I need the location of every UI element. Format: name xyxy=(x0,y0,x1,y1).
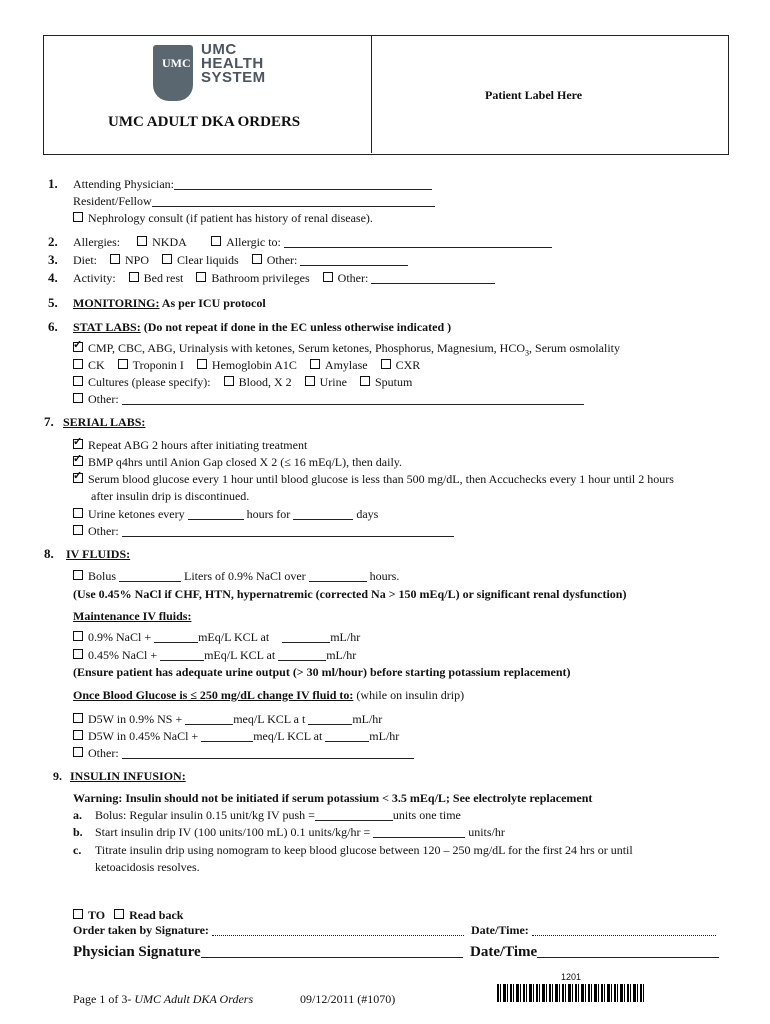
urine-ketones-checkbox[interactable] xyxy=(73,508,83,518)
diet-other-label: Other: xyxy=(266,253,298,267)
d5w-09-label-b: meq/L KCL a t xyxy=(233,712,306,726)
allergic-checkbox[interactable] xyxy=(211,236,221,246)
bathroom-checkbox[interactable] xyxy=(196,272,206,282)
bolus-label-b: Liters of 0.9% NaCl over xyxy=(184,569,306,583)
cmp-panel-label: CMP, CBC, ABG, Urinalysis with ketones, Serum ketones, Phosphorus, Magnesium, HCO xyxy=(88,341,526,355)
datetime2-label: Date/Time xyxy=(470,944,538,960)
maint-09-row xyxy=(73,630,360,645)
readback-checkbox[interactable] xyxy=(114,909,124,919)
footer-form-name: UMC Adult DKA Orders xyxy=(134,992,254,1006)
section-7-num: 7. xyxy=(44,414,54,429)
serial-labs-other-field[interactable] xyxy=(122,526,454,537)
bmp-label: BMP q4hrs until Anion Gap closed X 2 (≤ 16 mEq/L), then daily. xyxy=(88,455,403,469)
readback-label: Read back xyxy=(129,908,184,922)
bolus-label-a: Bolus xyxy=(88,569,117,583)
monitoring-row xyxy=(73,296,266,311)
urine-ketones-label-c: days xyxy=(356,507,379,521)
bathroom-label: Bathroom privileges xyxy=(211,271,310,285)
urine-ketones-days-field[interactable] xyxy=(293,509,353,520)
amylase-label: Amylase xyxy=(324,358,368,372)
logo-line-3: SYSTEM xyxy=(201,69,266,86)
maint-045-label-c: mL/hr xyxy=(326,648,357,662)
section-2-num: 2. xyxy=(48,234,58,249)
diet-other-checkbox[interactable] xyxy=(252,254,262,264)
allergic-label: Allergic to: xyxy=(226,235,281,249)
blood-culture-label: Blood, X 2 xyxy=(238,375,292,389)
maintenance-title: Maintenance IV fluids: xyxy=(73,609,192,623)
section-1-num: 1. xyxy=(48,176,58,191)
resident-row xyxy=(73,194,435,209)
stat-labs-title: STAT LABS: xyxy=(73,320,141,334)
d5w-045-checkbox[interactable] xyxy=(73,730,83,740)
bolus-label-c: hours. xyxy=(369,569,400,583)
hco3-subscript: 3 xyxy=(525,348,530,358)
maint-09-kcl-field[interactable] xyxy=(154,632,198,643)
iv-other-label: Other: xyxy=(88,746,119,760)
urine-ketones-hours-field[interactable] xyxy=(188,509,244,520)
hemoglobin-a1c-checkbox[interactable] xyxy=(197,359,207,369)
serial-labs-other-checkbox[interactable] xyxy=(73,525,83,535)
diet-label: Diet: xyxy=(73,253,97,267)
nephrology-label: Nephrology consult (if patient has history of renal disease). xyxy=(88,211,373,225)
physician-sig-label: Physician Signature xyxy=(73,944,201,960)
d5w-09-label-a: D5W in 0.9% NS + xyxy=(88,712,183,726)
section-6-num: 6. xyxy=(48,319,58,334)
diet-other-field[interactable] xyxy=(300,255,408,266)
bmp-checkbox[interactable] xyxy=(73,456,83,466)
d5w-045-row xyxy=(73,729,399,744)
bolus-liters-field[interactable] xyxy=(119,571,181,582)
footer-page-number: Page 1 of 3- xyxy=(73,992,135,1006)
urine-ketones-row xyxy=(73,507,378,522)
bolus-checkbox[interactable] xyxy=(73,570,83,580)
monitoring-text: As per ICU protocol xyxy=(159,296,266,310)
insulin-bolus-text: Bolus: Regular insulin 0.15 unit/kg IV push = xyxy=(95,808,315,822)
physician-sig-row xyxy=(73,944,463,961)
logo-line-2: HEALTH xyxy=(201,55,264,72)
troponin-checkbox[interactable] xyxy=(118,359,128,369)
iv-other-checkbox[interactable] xyxy=(73,747,83,757)
attending-label: Attending Physician: xyxy=(73,177,174,191)
resident-field[interactable] xyxy=(152,196,435,207)
page-title: UMC ADULT DKA ORDERS xyxy=(108,114,301,130)
clear-liquids-checkbox[interactable] xyxy=(162,254,172,264)
insulin-a-label: a. xyxy=(73,808,82,822)
serial-labs-other-row xyxy=(73,524,454,539)
bedrest-label: Bed rest xyxy=(143,271,184,285)
d5w-045-label-c: mL/hr xyxy=(369,729,400,743)
glucose-row xyxy=(73,472,674,487)
section-5-num: 5. xyxy=(48,295,58,310)
serum-osm-label: , Serum osmolality xyxy=(529,341,621,355)
nkda-checkbox[interactable] xyxy=(137,236,147,246)
bolus-hours-field[interactable] xyxy=(309,571,367,582)
blood-culture-checkbox[interactable] xyxy=(224,376,234,386)
urine-culture-checkbox[interactable] xyxy=(305,376,315,386)
npo-label: NPO xyxy=(125,253,150,267)
stat-labs-other-checkbox[interactable] xyxy=(73,393,83,403)
bolus-row xyxy=(73,569,399,584)
stat-labs-row-1 xyxy=(73,341,620,357)
cultures-label: Cultures (please specify): xyxy=(88,375,211,389)
allergic-field[interactable] xyxy=(284,237,552,248)
logo-mark xyxy=(153,45,193,101)
d5w-09-rate-field[interactable] xyxy=(308,714,352,725)
activity-other-field[interactable] xyxy=(371,273,495,284)
logo xyxy=(201,43,266,85)
footer-date-code: 09/12/2011 (#1070) xyxy=(300,992,396,1006)
insulin-drip-text: Start insulin drip IV (100 units/100 mL) 0.1 units/kg/hr = xyxy=(95,825,371,839)
maint-09-rate-field[interactable] xyxy=(282,632,330,643)
insulin-titrate-text: Titrate insulin drip using nomogram to keep blood glucose between 120 – 250 mg/dL for the first 24 hrs or until xyxy=(95,843,633,857)
allergies-label: Allergies: xyxy=(73,235,121,249)
insulin-titrate-text-cont: ketoacidosis resolves. xyxy=(95,860,200,874)
insulin-drip-field[interactable] xyxy=(373,827,465,838)
d5w-09-label-c: mL/hr xyxy=(352,712,383,726)
activity-other-checkbox[interactable] xyxy=(323,272,333,282)
urine-culture-label: Urine xyxy=(319,375,347,389)
sputum-culture-label: Sputum xyxy=(374,375,413,389)
order-taken-row xyxy=(73,923,464,938)
d5w-09-kcl-field[interactable] xyxy=(185,714,233,725)
barcode xyxy=(497,984,645,1002)
nephrology-row xyxy=(73,211,373,226)
maint-045-checkbox[interactable] xyxy=(73,649,83,659)
section-4-num: 4. xyxy=(48,270,58,285)
insulin-title: INSULIN INFUSION: xyxy=(70,769,186,783)
serial-labs-other-label: Other: xyxy=(88,524,119,538)
maint-045-kcl-field[interactable] xyxy=(160,650,204,661)
maint-045-label-a: 0.45% NaCl + xyxy=(88,648,158,662)
cxr-label: CXR xyxy=(395,358,421,372)
stat-labs-row-2 xyxy=(73,358,420,373)
maint-09-checkbox[interactable] xyxy=(73,631,83,641)
maint-045-label-b: mEq/L KCL at xyxy=(204,648,276,662)
abg-checkbox[interactable] xyxy=(73,439,83,449)
sputum-culture-checkbox[interactable] xyxy=(360,376,370,386)
abg-row xyxy=(73,438,307,453)
logo-line-1: UMC xyxy=(201,41,237,58)
insulin-drip-end: units/hr xyxy=(468,825,505,839)
urine-ketones-label-a: Urine ketones every xyxy=(88,507,185,521)
bmp-row xyxy=(73,455,402,470)
stat-labs-row-3 xyxy=(73,375,412,390)
to-checkbox[interactable] xyxy=(73,909,83,919)
section-8-num: 8. xyxy=(44,546,54,561)
d5w-045-label-a: D5W in 0.45% NaCl + xyxy=(88,729,199,743)
glucose-label-cont: after insulin drip is discontinued. xyxy=(91,489,250,503)
header-divider xyxy=(371,35,372,153)
patient-label: Patient Label Here xyxy=(485,88,583,102)
ensure-note: (Ensure patient has adequate urine output (> 30 ml/hour) before starting potassium replacement) xyxy=(73,665,571,679)
insulin-bolus-end: units one time xyxy=(392,808,461,822)
datetime2-field[interactable] xyxy=(537,945,719,958)
header-box xyxy=(43,35,729,155)
datetime1-row xyxy=(471,923,716,938)
maint-045-row xyxy=(73,648,356,663)
serial-labs-title: SERIAL LABS: xyxy=(63,415,146,429)
once-glucose-note: (while on insulin drip) xyxy=(353,688,465,702)
d5w-045-label-b: meq/L KCL at xyxy=(253,729,323,743)
datetime1-label: Date/Time: xyxy=(471,923,529,937)
datetime2-row xyxy=(470,944,719,961)
order-taken-field[interactable] xyxy=(212,925,464,936)
maint-09-label-b: mEq/L KCL at xyxy=(198,630,270,644)
to-readback-row xyxy=(73,908,183,923)
abg-label: Repeat ABG 2 hours after initiating treatment xyxy=(88,438,308,452)
glucose-label: Serum blood glucose every 1 hour until blood glucose is less than 500 mg/dL, then Accuchecks every 1 hour until 2 hours xyxy=(88,472,674,486)
logo-mark-text: UMC xyxy=(162,56,191,70)
clear-liquids-label: Clear liquids xyxy=(177,253,239,267)
once-glucose-title: Once Blood Glucose is ≤ 250 mg/dL change IV fluid to: xyxy=(73,688,354,702)
insulin-c-label: c. xyxy=(73,843,82,857)
nephrology-checkbox[interactable] xyxy=(73,212,83,222)
cmp-panel-checkbox[interactable] xyxy=(73,342,83,352)
attending-row xyxy=(73,177,432,192)
to-label: TO xyxy=(88,908,106,922)
activity-other-label: Other: xyxy=(337,271,369,285)
once-glucose-row xyxy=(73,688,464,703)
npo-checkbox[interactable] xyxy=(110,254,120,264)
use-045-note: (Use 0.45% NaCl if CHF, HTN, hypernatremic (corrected Na > 150 mEq/L) or significant renal dysfunction) xyxy=(73,587,627,601)
activity-row xyxy=(73,271,495,286)
bedrest-checkbox[interactable] xyxy=(129,272,139,282)
amylase-checkbox[interactable] xyxy=(310,359,320,369)
maint-09-label-a: 0.9% NaCl + xyxy=(88,630,152,644)
glucose-checkbox[interactable] xyxy=(73,473,83,483)
insulin-b-label: b. xyxy=(73,825,83,839)
section-9-num: 9. xyxy=(53,769,62,783)
d5w-045-kcl-field[interactable] xyxy=(201,731,253,742)
iv-fluids-title: IV FLUIDS: xyxy=(66,547,131,561)
cultures-checkbox[interactable] xyxy=(73,376,83,386)
footer-page xyxy=(73,992,253,1007)
iv-other-field[interactable] xyxy=(122,748,414,759)
stat-labs-other-label: Other: xyxy=(88,392,119,406)
ck-checkbox[interactable] xyxy=(73,359,83,369)
iv-other-row xyxy=(73,746,414,761)
stat-labs-other-field[interactable] xyxy=(122,394,584,405)
attending-field[interactable] xyxy=(174,179,432,190)
monitoring-title: MONITORING: xyxy=(73,296,160,310)
stat-labs-note: (Do not repeat if done in the EC unless otherwise indicated ) xyxy=(140,320,452,334)
maint-09-label-c: mL/hr xyxy=(330,630,361,644)
nkda-label: NKDA xyxy=(152,235,187,249)
diet-row xyxy=(73,253,408,268)
allergies-row xyxy=(73,235,552,250)
cxr-checkbox[interactable] xyxy=(381,359,391,369)
stat-labs-other-row xyxy=(73,392,584,407)
d5w-09-checkbox[interactable] xyxy=(73,713,83,723)
troponin-label: Troponin I xyxy=(132,358,184,372)
section-3-num: 3. xyxy=(48,252,58,267)
d5w-045-rate-field[interactable] xyxy=(325,731,369,742)
insulin-b-row xyxy=(95,825,505,840)
activity-label: Activity: xyxy=(73,271,116,285)
barcode-number: 1201 xyxy=(561,972,582,982)
physician-sig-field[interactable] xyxy=(201,945,463,958)
insulin-bolus-field[interactable] xyxy=(315,810,393,821)
d5w-09-row xyxy=(73,712,382,727)
order-taken-label: Order taken by Signature: xyxy=(73,923,209,937)
maint-045-rate-field[interactable] xyxy=(278,650,326,661)
insulin-a-row xyxy=(95,808,461,823)
datetime1-field[interactable] xyxy=(532,925,716,936)
insulin-warning: Warning: Insulin should not be initiated if serum potassium < 3.5 mEq/L; See electrolyte replacement xyxy=(73,791,593,805)
resident-label: Resident/Fellow xyxy=(73,194,152,208)
hemoglobin-a1c-label: Hemoglobin A1C xyxy=(211,358,297,372)
stat-labs-header xyxy=(73,320,451,335)
urine-ketones-label-b: hours for xyxy=(246,507,291,521)
ck-label: CK xyxy=(88,358,105,372)
